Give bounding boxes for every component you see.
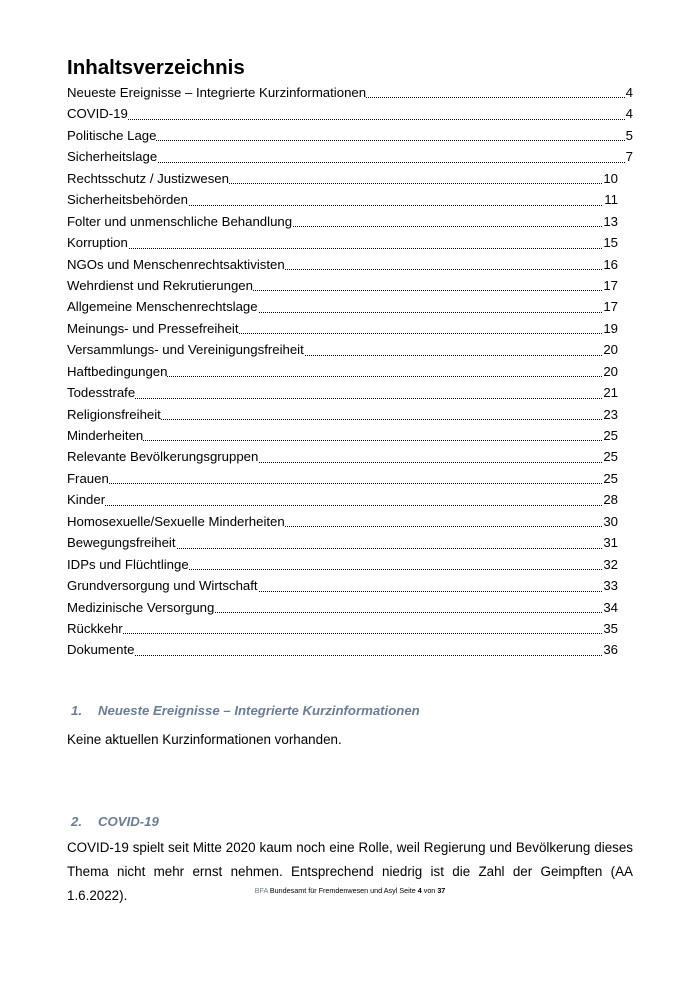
toc-title: Inhaltsverzeichnis <box>67 56 245 79</box>
table-of-contents <box>67 82 633 661</box>
toc-entry[interactable] <box>67 275 618 296</box>
toc-entry-page: 16 <box>602 254 618 275</box>
toc-entry-label[interactable]: Versammlungs- und Vereinigungsfreiheit <box>67 342 304 358</box>
toc-entry-page: 20 <box>602 339 618 360</box>
toc-entry-label[interactable]: Politische Lage <box>67 127 157 143</box>
toc-entry[interactable] <box>67 339 618 360</box>
toc-entry[interactable] <box>67 618 618 639</box>
toc-entry-label[interactable]: Medizinische Versorgung <box>67 599 215 615</box>
toc-entry-page: 32 <box>602 554 618 575</box>
toc-entry-label[interactable]: IDPs und Flüchtlinge <box>67 556 189 572</box>
toc-entry[interactable] <box>67 211 618 232</box>
toc-entry-label[interactable]: Folter und unmenschliche Behandlung <box>67 213 293 229</box>
toc-entry-page: 30 <box>602 511 618 532</box>
footer-page-of: von <box>423 886 436 895</box>
toc-entry-page: 28 <box>602 489 618 510</box>
toc-entry[interactable] <box>67 168 618 189</box>
toc-entry-page: 31 <box>602 532 618 553</box>
toc-entry[interactable] <box>67 597 618 618</box>
toc-entry[interactable] <box>67 532 618 553</box>
toc-entry[interactable] <box>67 404 618 425</box>
toc-entry-label[interactable]: Sicherheitslage <box>67 149 158 165</box>
toc-entry[interactable] <box>67 189 618 210</box>
toc-entry[interactable] <box>67 361 618 382</box>
toc-entry-label[interactable]: Grundversorgung und Wirtschaft <box>67 578 258 594</box>
section-number: 1. <box>71 703 82 718</box>
toc-entry[interactable] <box>67 296 618 317</box>
toc-entry-page: 33 <box>602 575 618 596</box>
toc-entry-page: 25 <box>602 468 618 489</box>
section-paragraph: COVID-19 spielt seit Mitte 2020 kaum noch eine Rolle, weil Regierung und Bevölkerung dieses Thema nicht mehr ernst nehmen. Entsprechend niedrig ist die Zahl der Geimpften (AA 1.6.2022). <box>67 840 633 903</box>
toc-entry-page: 7 <box>625 146 633 167</box>
footer-page-current: 4 <box>417 886 422 895</box>
toc-entry-page: 25 <box>602 425 618 446</box>
toc-entry[interactable] <box>67 446 618 467</box>
page-footer <box>0 886 700 896</box>
toc-entry-label[interactable]: Homosexuelle/Sexuelle Minderheiten <box>67 513 285 529</box>
toc-entry[interactable] <box>67 103 633 124</box>
toc-entry-page: 20 <box>602 361 618 382</box>
toc-entry-label[interactable]: Relevante Bevölkerungsgruppen <box>67 449 259 465</box>
footer-page-total: 37 <box>437 886 446 895</box>
toc-entry[interactable] <box>67 575 618 596</box>
toc-entry-label[interactable]: Meinungs- und Pressefreiheit <box>67 320 239 336</box>
toc-entry[interactable] <box>67 82 633 103</box>
toc-entry-page: 36 <box>602 639 618 660</box>
toc-entry[interactable] <box>67 382 618 403</box>
toc-entry-page: 25 <box>602 446 618 467</box>
section-title: COVID-19 <box>98 814 159 829</box>
toc-entry-page: 34 <box>602 597 618 618</box>
toc-entry-label[interactable]: Kinder <box>67 492 106 508</box>
toc-entry-page: 4 <box>625 103 633 124</box>
toc-entry-label[interactable]: NGOs und Menschenrechtsaktivisten <box>67 256 285 272</box>
toc-entry-label[interactable]: Wehrdienst und Rekrutierungen <box>67 277 253 293</box>
toc-entry-page: 21 <box>602 382 618 403</box>
toc-entry[interactable] <box>67 468 618 489</box>
toc-entry-label[interactable]: Minderheiten <box>67 428 144 443</box>
toc-entry-page: 11 <box>603 189 618 210</box>
toc-entry-page: 19 <box>602 318 618 339</box>
toc-entry[interactable] <box>67 318 618 339</box>
toc-entry-label[interactable]: COVID-19 <box>67 106 128 122</box>
toc-entry-page: 15 <box>602 232 618 253</box>
toc-entry-page: 17 <box>602 296 618 317</box>
toc-entry[interactable] <box>67 511 618 532</box>
toc-entry[interactable] <box>67 254 618 275</box>
toc-entry[interactable] <box>67 489 618 510</box>
section-title: Neueste Ereignisse – Integrierte Kurzinformationen <box>98 703 420 718</box>
section-heading <box>71 702 420 720</box>
toc-entry-page: 13 <box>602 211 618 232</box>
section-heading <box>71 813 159 831</box>
toc-entry-page: 5 <box>625 125 633 146</box>
footer-page-word: Seite <box>399 886 416 895</box>
toc-entry[interactable] <box>67 425 618 446</box>
toc-entry-label[interactable]: Rückkehr <box>67 620 123 636</box>
toc-entry-label[interactable]: Neueste Ereignisse – Integrierte Kurzinformationen <box>67 85 367 100</box>
toc-entry-page: 10 <box>602 168 618 189</box>
toc-entry[interactable] <box>67 639 618 660</box>
section-number: 2. <box>71 814 82 829</box>
toc-entry-page: 35 <box>602 618 618 639</box>
toc-entry-label[interactable]: Korruption <box>67 235 128 251</box>
toc-entry[interactable] <box>67 146 633 167</box>
toc-entry[interactable] <box>67 554 618 575</box>
footer-org-abbr: BFA <box>254 886 268 895</box>
toc-entry-label[interactable]: Allgemeine Menschenrechtslage <box>67 299 258 315</box>
toc-entry[interactable] <box>67 232 618 253</box>
toc-entry-label[interactable]: Sicherheitsbehörden <box>67 192 188 208</box>
section-paragraph: Keine aktuellen Kurzinformationen vorhanden. <box>67 732 342 747</box>
toc-entry-page: 23 <box>602 404 618 425</box>
toc-entry[interactable] <box>67 125 633 146</box>
toc-entry-label[interactable]: Bewegungsfreiheit <box>67 535 176 551</box>
toc-entry-label[interactable]: Rechtsschutz / Justizwesen <box>67 170 229 186</box>
toc-entry-page: 17 <box>602 275 618 296</box>
toc-entry-label[interactable]: Todesstrafe <box>67 385 136 401</box>
toc-entry-label[interactable]: Haftbedingungen <box>67 363 168 379</box>
toc-entry-label[interactable]: Religionsfreiheit <box>67 406 161 422</box>
toc-entry-label[interactable]: Dokumente <box>67 642 135 658</box>
toc-entry-label[interactable]: Frauen <box>67 470 109 486</box>
footer-org-name: Bundesamt für Fremdenwesen und Asyl <box>269 886 398 895</box>
toc-entry-page: 4 <box>625 82 633 103</box>
